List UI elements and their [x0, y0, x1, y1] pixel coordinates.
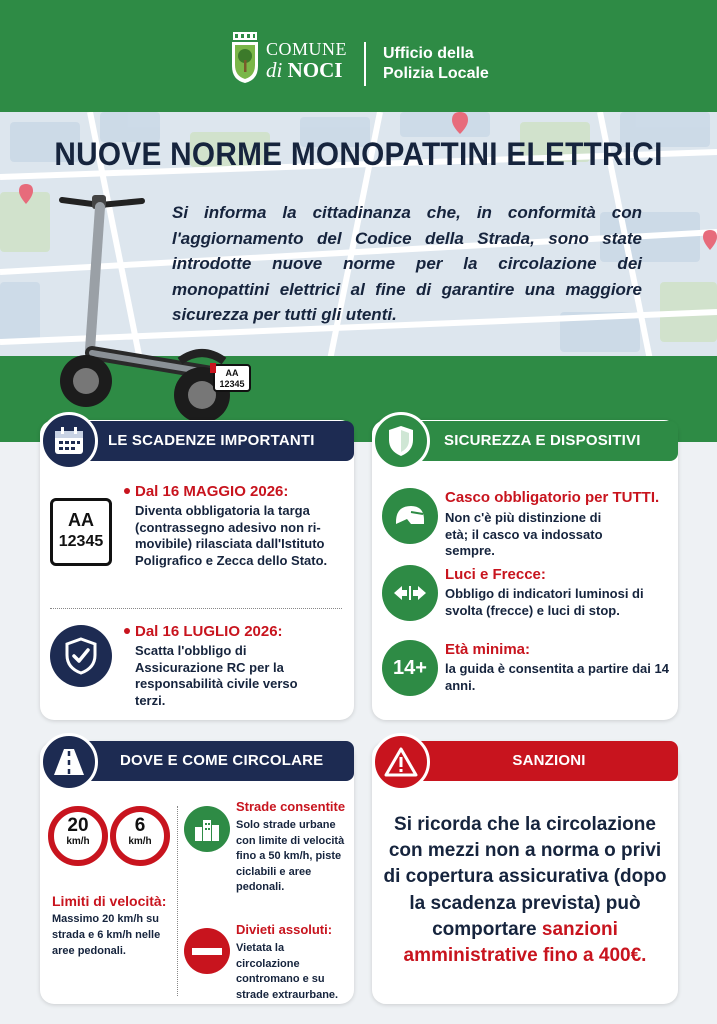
org-di: di: [266, 57, 283, 82]
safety-3-text: la guida è consentita a partire dai 14 anni.: [445, 661, 669, 693]
office-line1: Ufficio della: [383, 45, 474, 62]
org-line2: NOCI: [287, 57, 343, 82]
age-badge: [382, 640, 438, 696]
warning-icon: [372, 733, 430, 791]
banned-title: Divieti assoluti:: [236, 922, 333, 937]
plate-line1: AA: [68, 510, 94, 530]
safety-1-title: Casco obbligatorio per TUTTI.: [445, 489, 660, 506]
page-title: NUOVE NORME MONOPATTINI ELETTRICI: [54, 136, 663, 172]
safety-3-title: Età minima:: [445, 641, 531, 658]
office-name: [383, 44, 489, 84]
calendar-icon: [40, 412, 98, 470]
divider: [50, 608, 342, 609]
speed-2-value: 6: [134, 815, 146, 836]
allowed-text: Solo strade urbane con limite di velocità fino a 50 km/h, piste ciclabili e aree pedonali.: [236, 819, 345, 894]
bullet: [124, 488, 130, 494]
shield-icon: [372, 412, 430, 470]
banned-text: Vietata la circolazione contromano e su strade extraurbane.: [236, 942, 339, 1001]
limits-title: Limiti di velocità:: [52, 893, 167, 909]
coat-of-arms-logo: [230, 32, 260, 84]
speed-limit-6-sign: [110, 806, 170, 866]
no-entry-icon: [184, 928, 230, 974]
helmet-icon: [382, 488, 438, 544]
bullet: [124, 628, 130, 634]
safety-2-text: Obbligo di indicatori luminosi di svolta (frecce) e luci di stop.: [445, 586, 644, 618]
sanctions-header: [400, 741, 678, 781]
deadlines-heading: LE SCADENZE IMPORTANTI: [108, 432, 315, 449]
safety-heading: SICUREZZA E DISPOSITIVI: [444, 432, 641, 449]
sanctions-text-start: Si ricorda che la circolazione con mezzi non a norma o privi di copertura assicurativa (dopo la scadenza prevista) può comportare: [383, 814, 667, 940]
city-buildings-icon: [184, 806, 230, 852]
divider: [177, 806, 178, 996]
speed-2-unit: km/h: [128, 836, 152, 847]
deadline-1-title: Dal 16 MAGGIO 2026:: [135, 483, 289, 500]
turn-signal-icon: [382, 565, 438, 621]
sanctions-heading: SANZIONI: [512, 752, 586, 769]
municipality-name: [266, 40, 347, 81]
age-badge-text: 14+: [393, 656, 427, 679]
where-heading: DOVE E COME CIRCOLARE: [120, 752, 324, 769]
header-bar: [0, 0, 717, 112]
safety-header: [400, 421, 678, 461]
sanctions-text: [382, 812, 668, 969]
speed-limit-20-sign: [48, 806, 108, 866]
deadline-1-text: Diventa obbligatoria la targa (contrassegno adesivo non ri-movibile) rilasciata dall'Istituto Poligrafico e Zecca dello Stato.: [135, 503, 328, 568]
office-line2: Polizia Locale: [383, 65, 489, 82]
license-plate-icon: [50, 498, 112, 566]
deadlines-header: [70, 421, 354, 461]
electric-scooter-illustration: [52, 185, 252, 435]
speed-1-value: 20: [67, 815, 89, 836]
allowed-title: Strade consentite: [236, 799, 346, 814]
scooter-plate-line1: AA: [225, 368, 239, 378]
where-header: [70, 741, 354, 781]
limits-text: Massimo 20 km/h su strada e 6 km/h nelle aree pedonali.: [52, 913, 161, 957]
header-divider: [364, 42, 366, 86]
safety-1-text: Non c'è più distinzione di età; il casco va indossato sempre.: [445, 510, 603, 559]
safety-2-title: Luci e Frecce:: [445, 566, 546, 583]
deadline-2-text: Scatta l'obbligo di Assicurazione RC per la responsabilità civile verso terzi.: [135, 643, 298, 708]
speed-1-unit: km/h: [66, 836, 90, 847]
intro-text: Si informa la cittadinanza che, in conformità con l'aggiornamento del Codice della Strada, sono state introdotte nuove norme per la circolazione dei monopattini elettrici al fine di garantire una maggiore sicurezza per tutti gli utenti.: [172, 203, 642, 324]
deadline-2-title: Dal 16 LUGLIO 2026:: [135, 623, 283, 640]
shield-check-icon: [50, 625, 112, 687]
scooter-plate-line2: 12345: [219, 379, 245, 389]
plate-line2: 12345: [58, 533, 104, 550]
sanctions-highlight: sanzioni amministrative fino a 400€.: [403, 918, 647, 967]
road-icon: [40, 733, 98, 791]
org-line1: COMUNE: [266, 39, 348, 59]
